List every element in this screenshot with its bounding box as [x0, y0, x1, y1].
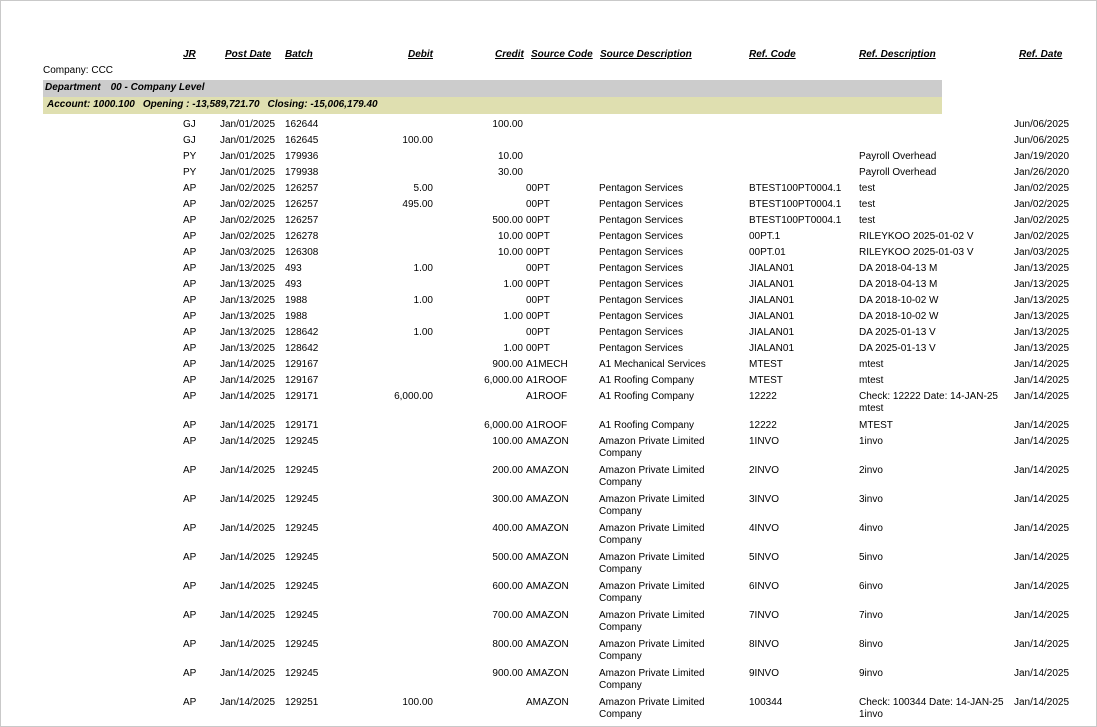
batch-cell: 129245: [285, 494, 319, 505]
ref-date-cell: Jan/14/2025: [1014, 639, 1070, 650]
ref-code-cell: 9INVO: [749, 668, 780, 679]
table-row: [0, 357, 1097, 373]
ref-description-cell: Check: 100344 Date: 14-JAN-25 1invo: [859, 697, 1004, 720]
jr-cell: AP: [183, 231, 197, 242]
batch-cell: 162644: [285, 119, 319, 130]
ref-date-cell: Jan/02/2025: [1014, 183, 1070, 194]
ref-code-cell: 5INVO: [749, 552, 780, 563]
header-source-description: Source Description: [600, 49, 692, 60]
source-description-cell: Pentagon Services: [599, 343, 683, 354]
source-description-cell: Pentagon Services: [599, 231, 683, 242]
ref-code-cell: 4INVO: [749, 523, 780, 534]
source-code-cell: A1ROOF: [526, 391, 568, 402]
jr-cell: GJ: [183, 135, 196, 146]
post-date-cell: Jan/14/2025: [220, 359, 276, 370]
credit-cell: 10.00: [497, 231, 523, 242]
credit-cell: 30.00: [497, 167, 523, 178]
table-row: [0, 181, 1097, 197]
source-description-cell: Pentagon Services: [599, 247, 683, 258]
credit-cell: 10.00: [497, 151, 523, 162]
source-code-cell: 00PT: [526, 279, 550, 290]
table-row: [0, 492, 1097, 521]
ref-code-cell: JIALAN01: [749, 263, 795, 274]
source-description-cell: Amazon Private Limited Company: [599, 581, 705, 604]
ref-description-cell: MTEST: [859, 420, 893, 431]
ref-description-cell: RILEYKOO 2025-01-03 V: [859, 247, 974, 258]
jr-cell: AP: [183, 279, 197, 290]
header-batch: Batch: [285, 49, 313, 60]
source-description-cell: A1 Mechanical Services: [599, 359, 706, 370]
source-code-cell: 00PT: [526, 199, 550, 210]
jr-cell: GJ: [183, 119, 196, 130]
post-date-cell: Jan/14/2025: [220, 639, 276, 650]
ref-date-cell: Jan/14/2025: [1014, 610, 1070, 621]
debit-cell: 495.00: [402, 199, 433, 210]
jr-cell: AP: [183, 581, 197, 592]
batch-cell: 179936: [285, 151, 319, 162]
credit-cell: 1.00: [503, 343, 523, 354]
post-date-cell: Jan/14/2025: [220, 375, 276, 386]
jr-cell: AP: [183, 215, 197, 226]
header-post-date: Post Date: [225, 49, 272, 60]
batch-cell: 129245: [285, 523, 319, 534]
post-date-cell: Jan/14/2025: [220, 494, 276, 505]
ref-code-cell: BTEST100PT0004.1: [749, 215, 842, 226]
ref-date-cell: Jan/14/2025: [1014, 391, 1070, 402]
jr-cell: AP: [183, 494, 197, 505]
ref-description-cell: DA 2025-01-13 V: [859, 327, 936, 338]
batch-cell: 126278: [285, 231, 319, 242]
source-code-cell: 00PT: [526, 183, 550, 194]
ref-code-cell: 7INVO: [749, 610, 780, 621]
post-date-cell: Jan/02/2025: [220, 215, 276, 226]
credit-cell: 500.00: [492, 552, 523, 563]
table-row: [0, 197, 1097, 213]
source-code-cell: AMAZON: [526, 465, 569, 476]
ref-date-cell: Jan/13/2025: [1014, 311, 1070, 322]
ref-description-cell: 5invo: [859, 552, 883, 563]
ref-description-cell: 7invo: [859, 610, 883, 621]
table-row: [0, 434, 1097, 463]
ref-description-cell: 2invo: [859, 465, 883, 476]
ref-date-cell: Jan/14/2025: [1014, 581, 1070, 592]
ref-code-cell: JIALAN01: [749, 343, 795, 354]
debit-cell: 100.00: [402, 135, 433, 146]
ref-description-cell: mtest: [859, 359, 884, 370]
source-code-cell: A1MECH: [526, 359, 568, 370]
ref-description-cell: 4invo: [859, 523, 883, 534]
debit-cell: 1.00: [413, 327, 433, 338]
jr-cell: AP: [183, 199, 197, 210]
ref-description-cell: Payroll Overhead: [859, 151, 937, 162]
jr-cell: AP: [183, 183, 197, 194]
table-row: [0, 373, 1097, 389]
source-code-cell: AMAZON: [526, 610, 569, 621]
table-row: [0, 521, 1097, 550]
table-row: [0, 463, 1097, 492]
ref-code-cell: 6INVO: [749, 581, 780, 592]
debit-cell: 1.00: [413, 295, 433, 306]
table-row: [0, 133, 1097, 149]
jr-cell: AP: [183, 343, 197, 354]
debit-cell: 5.00: [413, 183, 433, 194]
ref-code-cell: BTEST100PT0004.1: [749, 199, 842, 210]
account-band: [43, 97, 942, 114]
batch-cell: 126257: [285, 215, 319, 226]
post-date-cell: Jan/01/2025: [220, 167, 276, 178]
jr-cell: AP: [183, 263, 197, 274]
ref-date-cell: Jan/02/2025: [1014, 215, 1070, 226]
table-row: [0, 341, 1097, 357]
jr-cell: AP: [183, 697, 197, 708]
ref-date-cell: Jan/14/2025: [1014, 465, 1070, 476]
jr-cell: AP: [183, 359, 197, 370]
source-description-cell: Amazon Private Limited Company: [599, 523, 705, 546]
table-row: [0, 389, 1097, 418]
source-description-cell: Pentagon Services: [599, 279, 683, 290]
credit-cell: 500.00: [492, 215, 523, 226]
source-description-cell: Amazon Private Limited Company: [599, 697, 705, 720]
source-description-cell: Pentagon Services: [599, 199, 683, 210]
ref-date-cell: Jan/14/2025: [1014, 436, 1070, 447]
jr-cell: AP: [183, 552, 197, 563]
ref-description-cell: 1invo: [859, 436, 883, 447]
post-date-cell: Jan/03/2025: [220, 247, 276, 258]
batch-cell: 162645: [285, 135, 319, 146]
credit-cell: 10.00: [497, 247, 523, 258]
ledger-rows: [0, 117, 1097, 724]
ref-description-cell: DA 2018-04-13 M: [859, 263, 938, 274]
credit-cell: 900.00: [492, 359, 523, 370]
source-code-cell: 00PT: [526, 295, 550, 306]
post-date-cell: Jan/13/2025: [220, 311, 276, 322]
ref-code-cell: 00PT.01: [749, 247, 786, 258]
source-code-cell: 00PT: [526, 311, 550, 322]
table-row: [0, 261, 1097, 277]
ref-description-cell: test: [859, 183, 876, 194]
debit-cell: 6,000.00: [394, 391, 433, 402]
source-description-cell: Pentagon Services: [599, 295, 683, 306]
batch-cell: 129171: [285, 391, 319, 402]
jr-cell: AP: [183, 311, 197, 322]
source-code-cell: 00PT: [526, 263, 550, 274]
credit-cell: 100.00: [492, 436, 523, 447]
jr-cell: AP: [183, 375, 197, 386]
ref-description-cell: 9invo: [859, 668, 883, 679]
department-band: [43, 80, 942, 97]
ref-description-cell: test: [859, 215, 876, 226]
jr-cell: AP: [183, 247, 197, 258]
ref-date-cell: Jan/14/2025: [1014, 494, 1070, 505]
credit-cell: 700.00: [492, 610, 523, 621]
ref-description-cell: Check: 12222 Date: 14-JAN-25 mtest: [859, 391, 998, 414]
post-date-cell: Jan/14/2025: [220, 420, 276, 431]
ref-code-cell: JIALAN01: [749, 327, 795, 338]
debit-cell: 100.00: [402, 697, 433, 708]
post-date-cell: Jan/14/2025: [220, 523, 276, 534]
table-row: [0, 579, 1097, 608]
ref-code-cell: 8INVO: [749, 639, 780, 650]
ref-date-cell: Jan/14/2025: [1014, 523, 1070, 534]
ref-date-cell: Jan/02/2025: [1014, 199, 1070, 210]
ref-description-cell: DA 2018-10-02 W: [859, 295, 939, 306]
credit-cell: 400.00: [492, 523, 523, 534]
credit-cell: 600.00: [492, 581, 523, 592]
post-date-cell: Jan/13/2025: [220, 343, 276, 354]
ref-code-cell: MTEST: [749, 375, 783, 386]
account-opening: Opening : -13,589,721.70: [142, 99, 260, 110]
batch-cell: 1988: [285, 295, 308, 306]
table-row: [0, 165, 1097, 181]
source-description-cell: Amazon Private Limited Company: [599, 436, 705, 459]
post-date-cell: Jan/14/2025: [220, 697, 276, 708]
table-row: [0, 418, 1097, 434]
jr-cell: AP: [183, 639, 197, 650]
batch-cell: 126308: [285, 247, 319, 258]
post-date-cell: Jan/14/2025: [220, 552, 276, 563]
ref-date-cell: Jan/13/2025: [1014, 343, 1070, 354]
header-source-code: Source Code: [531, 49, 593, 60]
ref-date-cell: Jan/13/2025: [1014, 263, 1070, 274]
credit-cell: 1.00: [503, 279, 523, 290]
ref-description-cell: RILEYKOO 2025-01-02 V: [859, 231, 974, 242]
ref-description-cell: DA 2018-04-13 M: [859, 279, 938, 290]
ref-code-cell: JIALAN01: [749, 311, 795, 322]
ref-code-cell: 100344: [749, 697, 783, 708]
ref-code-cell: BTEST100PT0004.1: [749, 183, 842, 194]
batch-cell: 129171: [285, 420, 319, 431]
batch-cell: 129167: [285, 375, 319, 386]
batch-cell: 179938: [285, 167, 319, 178]
source-description-cell: A1 Roofing Company: [599, 391, 695, 402]
source-description-cell: A1 Roofing Company: [599, 420, 695, 431]
post-date-cell: Jan/14/2025: [220, 391, 276, 402]
batch-cell: 129245: [285, 465, 319, 476]
post-date-cell: Jan/01/2025: [220, 119, 276, 130]
batch-cell: 129245: [285, 668, 319, 679]
post-date-cell: Jan/02/2025: [220, 199, 276, 210]
jr-cell: AP: [183, 610, 197, 621]
post-date-cell: Jan/02/2025: [220, 231, 276, 242]
ref-description-cell: test: [859, 199, 876, 210]
jr-cell: AP: [183, 420, 197, 431]
table-row: [0, 637, 1097, 666]
ref-code-cell: 12222: [749, 420, 777, 431]
credit-cell: 6,000.00: [484, 420, 523, 431]
ref-date-cell: Jan/14/2025: [1014, 668, 1070, 679]
post-date-cell: Jan/14/2025: [220, 436, 276, 447]
source-description-cell: Amazon Private Limited Company: [599, 494, 705, 517]
ref-code-cell: 12222: [749, 391, 777, 402]
header-debit: Debit: [408, 49, 433, 60]
source-code-cell: AMAZON: [526, 436, 569, 447]
ref-description-cell: DA 2018-10-02 W: [859, 311, 939, 322]
credit-cell: 900.00: [492, 668, 523, 679]
ref-date-cell: Jan/14/2025: [1014, 359, 1070, 370]
table-row: [0, 117, 1097, 133]
table-row: [0, 608, 1097, 637]
jr-cell: PY: [183, 151, 197, 162]
post-date-cell: Jan/14/2025: [220, 610, 276, 621]
source-code-cell: AMAZON: [526, 639, 569, 650]
source-description-cell: A1 Roofing Company: [599, 375, 695, 386]
jr-cell: AP: [183, 523, 197, 534]
source-code-cell: 00PT: [526, 343, 550, 354]
table-row: [0, 149, 1097, 165]
source-description-cell: Pentagon Services: [599, 311, 683, 322]
table-row: [0, 309, 1097, 325]
credit-cell: 1.00: [503, 311, 523, 322]
table-row: [0, 325, 1097, 341]
ref-date-cell: Jan/14/2025: [1014, 697, 1070, 708]
batch-cell: 129245: [285, 639, 319, 650]
batch-cell: 126257: [285, 183, 319, 194]
credit-cell: 300.00: [492, 494, 523, 505]
ref-date-cell: Jan/02/2025: [1014, 231, 1070, 242]
source-code-cell: AMAZON: [526, 552, 569, 563]
credit-cell: 6,000.00: [484, 375, 523, 386]
ref-code-cell: 2INVO: [749, 465, 780, 476]
ref-date-cell: Jan/14/2025: [1014, 375, 1070, 386]
source-description-cell: Amazon Private Limited Company: [599, 552, 705, 575]
jr-cell: AP: [183, 295, 197, 306]
jr-cell: AP: [183, 327, 197, 338]
source-code-cell: A1ROOF: [526, 420, 568, 431]
jr-cell: AP: [183, 436, 197, 447]
batch-cell: 128642: [285, 343, 319, 354]
post-date-cell: Jan/13/2025: [220, 327, 276, 338]
ref-date-cell: Jan/13/2025: [1014, 295, 1070, 306]
source-code-cell: 00PT: [526, 231, 550, 242]
source-description-cell: Pentagon Services: [599, 263, 683, 274]
post-date-cell: Jan/13/2025: [220, 295, 276, 306]
batch-cell: 129245: [285, 610, 319, 621]
post-date-cell: Jan/13/2025: [220, 279, 276, 290]
header-credit: Credit: [495, 49, 524, 60]
batch-cell: 129245: [285, 436, 319, 447]
table-row: [0, 695, 1097, 724]
header-jr: JR: [183, 49, 196, 60]
credit-cell: 800.00: [492, 639, 523, 650]
ref-date-cell: Jun/06/2025: [1014, 119, 1070, 130]
post-date-cell: Jan/14/2025: [220, 668, 276, 679]
ref-date-cell: Jan/03/2025: [1014, 247, 1070, 258]
ref-date-cell: Jan/13/2025: [1014, 327, 1070, 338]
post-date-cell: Jan/13/2025: [220, 263, 276, 274]
batch-cell: 493: [285, 279, 302, 290]
ref-code-cell: MTEST: [749, 359, 783, 370]
debit-cell: 1.00: [413, 263, 433, 274]
table-row: [0, 277, 1097, 293]
source-code-cell: AMAZON: [526, 494, 569, 505]
ref-code-cell: JIALAN01: [749, 279, 795, 290]
table-row: [0, 293, 1097, 309]
ref-code-cell: JIALAN01: [749, 295, 795, 306]
company-line: Company: CCC: [43, 65, 114, 76]
batch-cell: 128642: [285, 327, 319, 338]
jr-cell: AP: [183, 668, 197, 679]
credit-cell: 100.00: [492, 119, 523, 130]
source-code-cell: AMAZON: [526, 581, 569, 592]
batch-cell: 129245: [285, 581, 319, 592]
batch-cell: 1988: [285, 311, 308, 322]
source-code-cell: AMAZON: [526, 523, 569, 534]
source-description-cell: Pentagon Services: [599, 327, 683, 338]
account-label: Account: 1000.100: [47, 99, 135, 110]
source-code-cell: 00PT: [526, 247, 550, 258]
ref-date-cell: Jan/26/2020: [1014, 167, 1070, 178]
ref-description-cell: DA 2025-01-13 V: [859, 343, 936, 354]
source-code-cell: AMAZON: [526, 668, 569, 679]
ref-description-cell: 3invo: [859, 494, 883, 505]
source-code-cell: 00PT: [526, 327, 550, 338]
source-description-cell: Pentagon Services: [599, 215, 683, 226]
department-label: Department: [45, 82, 101, 93]
post-date-cell: Jan/01/2025: [220, 135, 276, 146]
batch-cell: 129167: [285, 359, 319, 370]
table-row: [0, 213, 1097, 229]
jr-cell: PY: [183, 167, 197, 178]
table-row: [0, 229, 1097, 245]
batch-cell: 493: [285, 263, 302, 274]
ref-description-cell: mtest: [859, 375, 884, 386]
ref-code-cell: 1INVO: [749, 436, 780, 447]
ref-description-cell: 8invo: [859, 639, 883, 650]
source-description-cell: Pentagon Services: [599, 183, 683, 194]
batch-cell: 126257: [285, 199, 319, 210]
source-code-cell: AMAZON: [526, 697, 569, 708]
ref-description-cell: 6invo: [859, 581, 883, 592]
source-code-cell: 00PT: [526, 215, 550, 226]
jr-cell: AP: [183, 465, 197, 476]
department-value: 00 - Company Level: [110, 82, 205, 93]
source-description-cell: Amazon Private Limited Company: [599, 465, 705, 488]
post-date-cell: Jan/02/2025: [220, 183, 276, 194]
account-closing: Closing: -15,006,179.40: [267, 99, 378, 110]
ref-date-cell: Jan/14/2025: [1014, 552, 1070, 563]
credit-cell: 200.00: [492, 465, 523, 476]
post-date-cell: Jan/01/2025: [220, 151, 276, 162]
table-row: [0, 666, 1097, 695]
jr-cell: AP: [183, 391, 197, 402]
ref-date-cell: Jan/14/2025: [1014, 420, 1070, 431]
table-row: [0, 550, 1097, 579]
ref-date-cell: Jan/13/2025: [1014, 279, 1070, 290]
header-ref-code: Ref. Code: [749, 49, 796, 60]
ref-code-cell: 00PT.1: [749, 231, 781, 242]
batch-cell: 129251: [285, 697, 319, 708]
table-row: [0, 245, 1097, 261]
source-description-cell: Amazon Private Limited Company: [599, 668, 705, 691]
source-description-cell: Amazon Private Limited Company: [599, 610, 705, 633]
header-ref-description: Ref. Description: [859, 49, 936, 60]
ref-code-cell: 3INVO: [749, 494, 780, 505]
ref-description-cell: Payroll Overhead: [859, 167, 937, 178]
source-description-cell: Amazon Private Limited Company: [599, 639, 705, 662]
batch-cell: 129245: [285, 552, 319, 563]
ref-date-cell: Jan/19/2020: [1014, 151, 1070, 162]
post-date-cell: Jan/14/2025: [220, 465, 276, 476]
ref-date-cell: Jun/06/2025: [1014, 135, 1070, 146]
post-date-cell: Jan/14/2025: [220, 581, 276, 592]
header-ref-date: Ref. Date: [1019, 49, 1063, 60]
source-code-cell: A1ROOF: [526, 375, 568, 386]
